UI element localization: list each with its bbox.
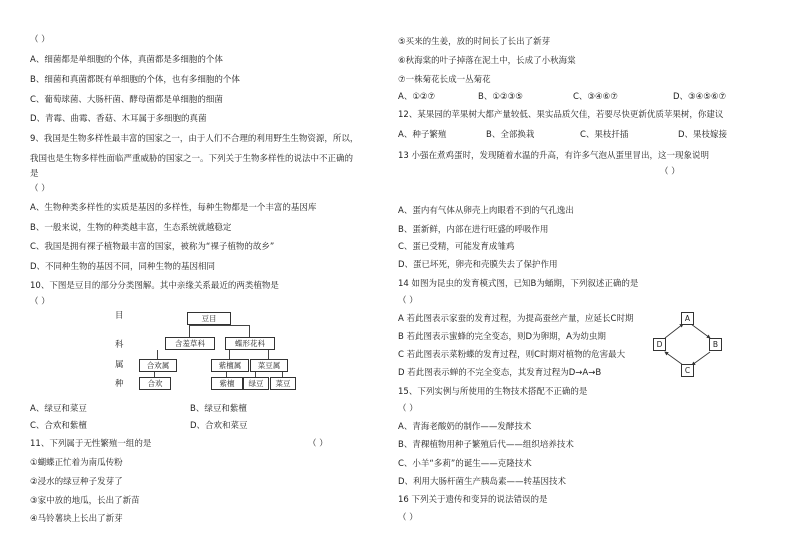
stage-c-box: C [681,364,694,377]
q15-option-a: A、青海老酸奶的制作——发酵技术 [398,422,532,432]
q15-option-d: D、利用大肠杆菌生产胰岛素——转基因技术 [398,477,567,487]
family-box-2: 蝶形花科 [225,337,275,350]
q13-option-b: B、蛋新鲜，内部在进行旺盛的呼吸作用 [398,225,549,235]
q11-option-a: A、①②⑦ [398,92,436,102]
stage-a-box: A [681,312,694,325]
q11-item-7: ⑦一株菊花长成一丛菊花 [398,75,491,85]
q13-option-a: A、蛋内有气体从卵壳上肉眼看不到的气孔逸出 [398,206,574,216]
connector-line [189,325,250,326]
q14-option-c: C 若此图表示菜粉蝶的发育过程，则C时期对植物的危害最大 [398,350,626,360]
stage-b-box: B [709,338,722,351]
q11-answer-paren: （ ） [308,439,328,449]
q14-option-a: A 若此图表示家蚕的发育过程，为提高蚕丝产量，应延长C时期 [398,314,634,324]
q15-option-b: B、青稞植物用种子繁殖后代——组织培养技术 [398,440,574,450]
answer-paren: （ ） [30,35,50,45]
connector-line [268,350,269,359]
genus-box-3: 菜豆属 [250,359,288,372]
right-column [398,0,768,560]
insect-development-cycle-diagram [653,312,723,378]
connector-line [157,350,158,359]
q12-option-c: C、果枝扦插 [580,130,629,140]
genus-box-1: 合欢属 [139,359,177,372]
q16-stem: 16 下列关于遗传和变异的说法错误的是 [398,495,548,505]
species-box-1: 合欢 [139,377,171,390]
q9-answer-paren: （ ） [30,184,50,194]
genus-box-2: 紫檀属 [211,359,249,372]
q9-option-a: A、生物种类多样性的实质是基因的多样性，每种生物都是一个丰富的基因库 [30,203,317,213]
q12-option-d: D、果枝嫁接 [678,130,728,140]
q14-stem: 14 如图为昆虫的发育模式图，已知B为蛹期，下列叙述正确的是 [398,279,639,289]
taxonomy-diagram [115,309,315,391]
family-box-1: 含羞草科 [165,337,215,350]
stage-d-box: D [653,338,666,351]
q15-stem: 15、下列实例与所使用的生物技术搭配不正确的是 [398,387,588,397]
q10-answer-paren: （ ） [30,297,50,307]
rank-genus-label: 属 [115,360,124,370]
q8-option-a: A、细菌都是单细胞的个体，真菌都是多细胞的个体 [30,55,223,65]
connector-line [189,325,190,337]
q11-item-1: ①蝴蝶正忙着为南瓜传粉 [30,458,123,468]
q10-stem: 10、下图是豆目的部分分类图解。其中亲缘关系最近的两类植物是 [30,281,279,291]
q14-answer-paren: （ ） [398,296,418,306]
rank-order-label: 目 [115,311,124,321]
species-box-2: 紫檀 [211,377,243,390]
q9-stem-line3: 是 [30,169,39,179]
q8-option-d: D、青霉、曲霉、香菇、木耳属于多细胞的真菌 [30,114,207,124]
q16-answer-paren: （ ） [398,513,418,523]
q11-option-d: D、③④⑤⑥⑦ [673,92,727,102]
q12-stem: 12、某果园的苹果树大都产量较低、果实品质欠佳，若要尽快更新优质苹果树，你建议 [398,110,724,120]
q9-option-c: C、我国是拥有裸子植物最丰富的国家，被称为“裸子植物的故乡” [30,242,275,252]
q11-item-4: ④马铃薯块上长出了新芽 [30,514,123,524]
q8-option-b: B、细菌和真菌都既有单细胞的个体，也有多细胞的个体 [30,75,240,85]
q8-option-c: C、葡萄球菌、大肠杆菌、酵母菌都是单细胞的细菌 [30,95,223,105]
left-column [30,0,400,560]
q12-option-a: A、种子繁殖 [398,130,447,140]
q15-option-c: C、小羊“多莉”的诞生——克隆技术 [398,459,532,469]
q9-option-d: D、不同种生物的基因不同，同种生物的基因相同 [30,262,216,272]
species-box-3: 绿豆 [243,377,269,390]
rank-family-label: 科 [115,340,124,350]
q14-option-d: D 若此图表示蝉的不完全变态，其发育过程为D→A→B [398,368,602,378]
q11-item-6: ⑥秋海棠的叶子掉落在泥土中，长成了小秋海棠 [398,56,576,66]
q13-stem: 13 小强在煮鸡蛋时，发现随着水温的升高，有许多气泡从蛋里冒出，这一现象说明 [398,151,710,161]
q10-option-a: A、绿豆和菜豆 [30,404,87,414]
q9-stem-line2: 我国也是生物多样性面临严重威胁的国家之一。下列关于生物多样性的说法中不正确的 [30,154,354,164]
q10-option-c: C、合欢和紫檀 [30,421,87,431]
q9-stem-line1: 9、我国是生物多样性最丰富的国家之一，由于人们不合理的利用野生生物资源，所以， [30,134,359,144]
q13-option-c: C、蛋已受精，可能发育成雏鸡 [398,242,515,252]
species-box-4: 菜豆 [270,377,296,390]
q12-option-b: B、全部换栽 [486,130,535,140]
q11-stem: 11、下列属于无性繁殖一组的是 [30,439,152,449]
connector-line [255,372,256,377]
q11-item-5: ⑤买来的生姜，放的时间长了长出了新芽 [398,37,551,47]
q11-item-3: ③家中放的地瓜，长出了新苗 [30,496,140,506]
q11-item-2: ②浸水的绿豆种子发芽了 [30,477,123,487]
q11-option-b: B、①②③⑤ [478,92,523,102]
q15-answer-paren: （ ） [398,404,418,414]
q9-option-b: B、一般来说，生物的种类越丰富，生态系统就越稳定 [30,223,232,233]
connector-line [282,372,283,377]
rank-species-label: 种 [115,379,124,389]
connector-line [229,350,230,359]
q10-option-b: B、绿豆和紫檀 [190,404,247,414]
q13-option-d: D、蛋已坏死，卵壳和壳膜失去了保护作用 [398,260,558,270]
q14-option-b: B 若此图表示蜜蜂的完全变态，则D为卵期，A为幼虫期 [398,332,606,342]
connector-line [249,325,250,337]
q11-option-c: C、③④⑥⑦ [573,92,618,102]
q13-answer-paren: （ ） [660,167,680,177]
order-box: 豆目 [187,312,231,325]
connector-line [154,372,155,377]
q10-option-d: D、合欢和菜豆 [190,421,248,431]
connector-line [226,372,227,377]
